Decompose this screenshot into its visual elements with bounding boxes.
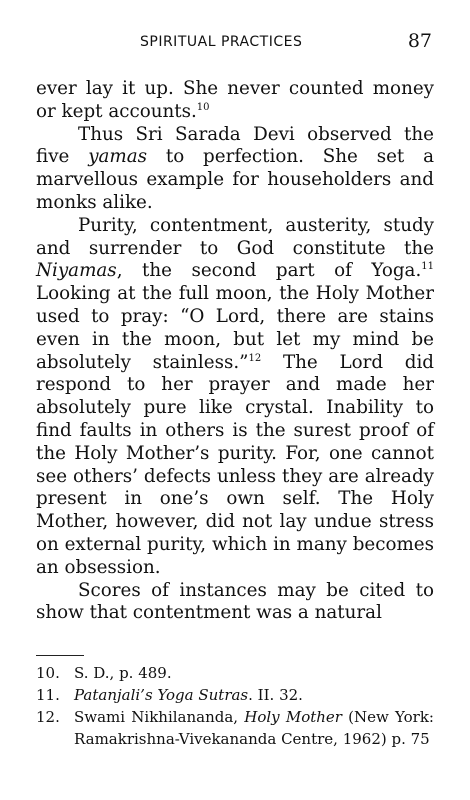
- footnote-number: 11.: [36, 686, 60, 704]
- footnote-ref-10: 10: [196, 101, 210, 113]
- footnote-number: 12.: [36, 708, 60, 726]
- page-header: [0, 30, 470, 54]
- footnote-11: [36, 684, 434, 706]
- running-head: SPIRITUAL PRACTICES: [140, 34, 303, 50]
- paragraph-3-text-a: Purity, contentment, austerity, study and surrender to God constitute the: [36, 214, 434, 259]
- footnote-10: [36, 662, 434, 684]
- footnote-number: 10.: [36, 664, 60, 682]
- footnote-text: S. D., p. 489.: [74, 664, 172, 682]
- footnote-text-rest: . II. 32.: [248, 686, 303, 704]
- footnotes: [36, 662, 434, 750]
- paragraph-2-text-a: Thus Sri Sarada Devi observed the five: [36, 123, 434, 168]
- body-text: [36, 78, 434, 625]
- footnote-rule: [36, 655, 84, 656]
- footnote-text: [74, 684, 434, 706]
- paragraph-3: [36, 215, 434, 580]
- footnote-text: [74, 706, 434, 750]
- term-niyamas: Niyamas: [36, 260, 117, 282]
- term-yamas: yamas: [88, 146, 148, 168]
- page-number: 87: [407, 30, 432, 52]
- paragraph-3-text-c: Looking at the full moon, the Holy Mother used to pray: “O Lord, there are stains even in the moon, but let my mind be absolutely stainless.”: [36, 283, 434, 373]
- paragraph-1: [36, 78, 434, 124]
- paragraph-2-text-b: to perfection. She set a marvellous example for householders and monks alike.: [36, 146, 435, 213]
- paragraph-4-text: Scores of instances may be cited to show that contentment was a natural: [36, 579, 434, 624]
- footnote-title: Patanjali’s Yoga Sutras: [74, 686, 249, 704]
- footnote-12: [36, 706, 434, 750]
- paragraph-4: [36, 580, 434, 626]
- footnote-ref-11: 11: [421, 261, 434, 273]
- paragraph-3-text-b: , the second part of Yoga.: [116, 260, 422, 282]
- footnote-ref-12: 12: [248, 352, 262, 364]
- paragraph-2: [36, 124, 434, 215]
- footnote-title: Holy Mother: [244, 708, 342, 726]
- paragraph-3-text-d: The Lord did respond to her prayer and made her absolutely pure like crystal. Inability to find faults in others is the surest proof of the Holy Mother’s purity. For, one cannot see others’ defects unless they are already present in one’s own self. The Holy Mother, however, did not lay undue stress on external purity, which in many becomes an obsession.: [36, 351, 434, 578]
- footnote-text-a: Swami Nikhilananda,: [74, 708, 245, 726]
- paragraph-1-text: ever lay it up. She never counted money or kept accounts.: [36, 78, 434, 122]
- footnote-text-b: (New York: Ramakrishna-Vivekananda Centre, 1962) p. 75: [74, 708, 434, 748]
